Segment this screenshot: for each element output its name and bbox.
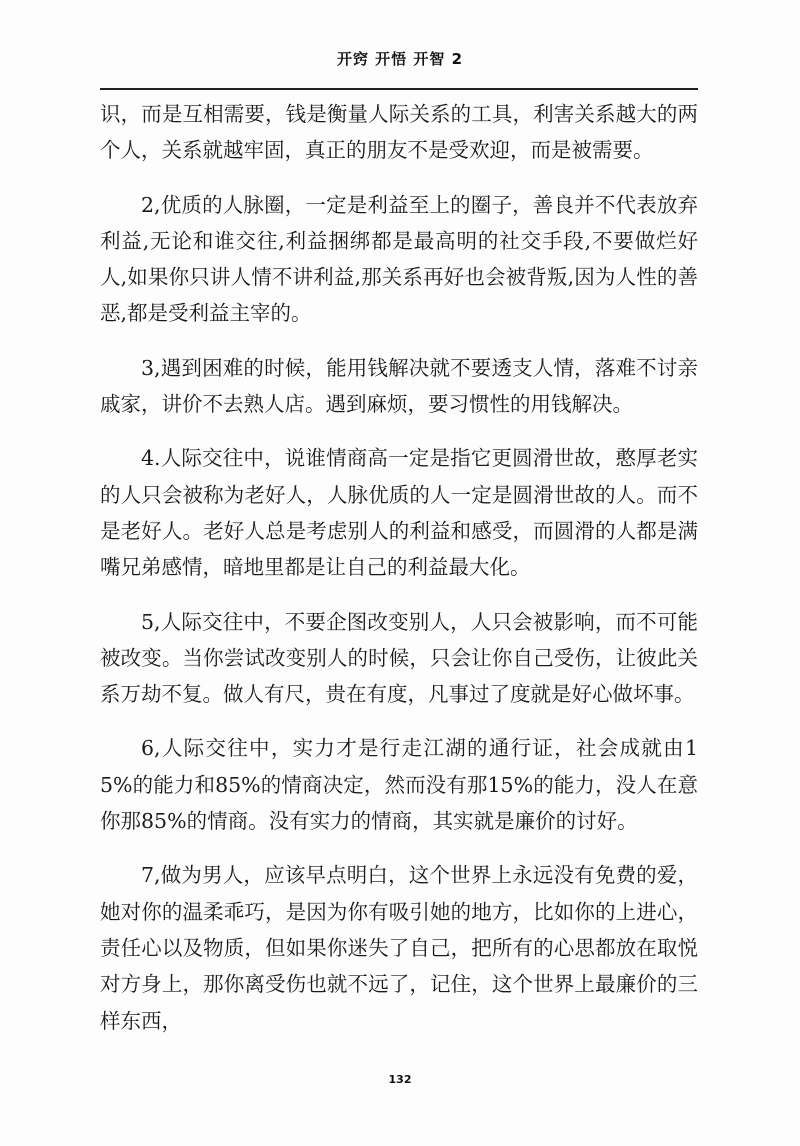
paragraph-continued: 识，而是互相需要，钱是衡量人际关系的工具，利害关系越大的两个人，关系就越牢固，真正的朋友不是受欢迎，而是被需要。 (100, 102, 698, 163)
body-text (100, 96, 698, 1057)
page-number: 132 (388, 1073, 412, 1086)
paragraph-point-4: 4.人际交往中，说谁情商高一定是指它更圆滑世故，憨厚老实的人只会被称为老好人，人脉优质的人一定是圆滑世故的人。而不是老好人。老好人总是考虑别人的利益和感受，而圆滑的人都是满嘴兄弟感情，暗地里都是让自己的利益最大化。 (100, 446, 698, 580)
paragraph-point-2: 2,优质的人脉圈，一定是利益至上的圈子，善良并不代表放弃利益,无论和谁交往,利益捆绑都是最高明的社交手段,不要做烂好人,如果你只讲人情不讲利益,那关系再好也会被背叛,因为人性的善恶,都是受利益主宰的。 (100, 192, 698, 326)
paragraph-point-6: 6,人际交往中，实力才是行走江湖的通行证，社会成就由15%的能力和85%的情商决定，然而没有那15%的能力，没人在意你那85%的情商。没有实力的情商，其实就是廉价的讨好。 (100, 736, 698, 834)
paragraph-point-5: 5,人际交往中，不要企图改变别人，人只会被影响，而不可能被改变。当你尝试改变别人的时候，只会让你自己受伤，让彼此关系万劫不复。做人有尺，贵在有度，凡事过了度就是好心做坏事。 (100, 609, 698, 707)
paragraph-point-3: 3,遇到困难的时候，能用钱解决就不要透支人情，落难不讨亲戚家，讲价不去熟人店。遇到麻烦，要习惯性的用钱解决。 (100, 355, 698, 417)
header-rule (100, 88, 698, 90)
paragraph-point-7: 7,做为男人，应该早点明白，这个世界上永远没有免费的爱，她对你的温柔乖巧，是因为你有吸引她的地方，比如你的上进心，责任心以及物质，但如果你迷失了自己，把所有的心思都放在取悦对方身上，那你离受伤也就不远了，记住，这个世界上最廉价的三样东西， (100, 863, 698, 1033)
running-title: 开窍 开悟 开智 2 (336, 50, 464, 68)
